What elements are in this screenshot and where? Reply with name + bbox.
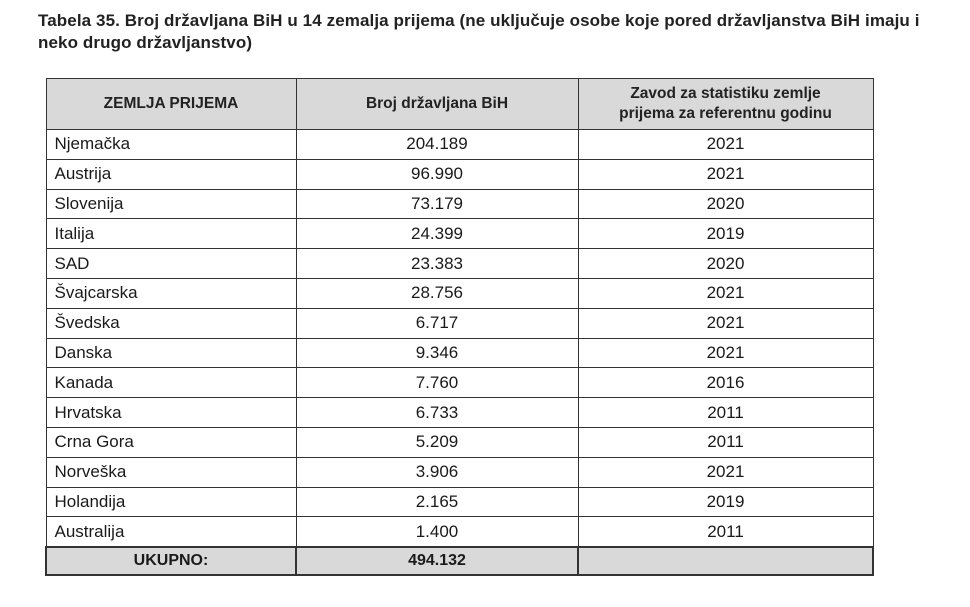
cell-country: Slovenija xyxy=(46,189,296,219)
cell-year: 2020 xyxy=(578,189,873,219)
table-row xyxy=(46,159,873,189)
total-year xyxy=(578,547,873,575)
cell-year: 2019 xyxy=(578,219,873,249)
cell-year: 2019 xyxy=(578,487,873,517)
cell-count: 3.906 xyxy=(296,457,578,487)
cell-count: 24.399 xyxy=(296,219,578,249)
cell-country: Njemačka xyxy=(46,130,296,160)
table-header xyxy=(46,79,873,130)
table-row xyxy=(46,487,873,517)
cell-year: 2021 xyxy=(578,159,873,189)
table-row xyxy=(46,130,873,160)
table-row xyxy=(46,398,873,428)
cell-country: Danska xyxy=(46,338,296,368)
table-container xyxy=(45,78,874,576)
cell-year: 2020 xyxy=(578,249,873,279)
cell-year: 2011 xyxy=(578,398,873,428)
total-row xyxy=(46,547,873,575)
header-row xyxy=(46,79,873,130)
total-label: UKUPNO: xyxy=(46,547,296,575)
cell-count: 23.383 xyxy=(296,249,578,279)
cell-year: 2021 xyxy=(578,308,873,338)
cell-country: Hrvatska xyxy=(46,398,296,428)
table-row xyxy=(46,368,873,398)
citizens-table xyxy=(45,78,874,576)
cell-count: 9.346 xyxy=(296,338,578,368)
cell-count: 7.760 xyxy=(296,368,578,398)
table-row xyxy=(46,249,873,279)
cell-country: Kanada xyxy=(46,368,296,398)
table-row xyxy=(46,338,873,368)
cell-country: Italija xyxy=(46,219,296,249)
cell-year: 2011 xyxy=(578,427,873,457)
table-row xyxy=(46,219,873,249)
cell-country: Švajcarska xyxy=(46,278,296,308)
table-row xyxy=(46,427,873,457)
cell-year: 2016 xyxy=(578,368,873,398)
cell-country: Crna Gora xyxy=(46,427,296,457)
cell-count: 6.733 xyxy=(296,398,578,428)
cell-count: 204.189 xyxy=(296,130,578,160)
table-footer xyxy=(46,547,873,575)
cell-count: 6.717 xyxy=(296,308,578,338)
header-source-line1: Zavod za statistiku zemlje xyxy=(630,85,821,102)
cell-count: 1.400 xyxy=(296,517,578,547)
cell-country: Austrija xyxy=(46,159,296,189)
cell-count: 28.756 xyxy=(296,278,578,308)
cell-count: 73.179 xyxy=(296,189,578,219)
cell-country: Australija xyxy=(46,517,296,547)
cell-year: 2011 xyxy=(578,517,873,547)
cell-country: Švedska xyxy=(46,308,296,338)
table-row xyxy=(46,517,873,547)
table-body xyxy=(46,130,873,548)
cell-country: SAD xyxy=(46,249,296,279)
cell-year: 2021 xyxy=(578,338,873,368)
table-row xyxy=(46,308,873,338)
table-row xyxy=(46,189,873,219)
table-row xyxy=(46,278,873,308)
total-value: 494.132 xyxy=(296,547,578,575)
header-source-line2: prijema za referentnu godinu xyxy=(619,105,832,122)
cell-year: 2021 xyxy=(578,278,873,308)
cell-year: 2021 xyxy=(578,130,873,160)
cell-count: 5.209 xyxy=(296,427,578,457)
cell-country: Norveška xyxy=(46,457,296,487)
cell-count: 96.990 xyxy=(296,159,578,189)
table-caption: Tabela 35. Broj državljana BiH u 14 zemalja prijema (ne uključuje osobe koje pored državljanstva BiH imaju i neko drugo državljanstvo) xyxy=(38,11,920,52)
header-source xyxy=(578,79,873,130)
cell-count: 2.165 xyxy=(296,487,578,517)
cell-country: Holandija xyxy=(46,487,296,517)
table-row xyxy=(46,457,873,487)
header-country: ZEMLJA PRIJEMA xyxy=(46,79,296,130)
header-count: Broj državljana BiH xyxy=(296,79,578,130)
cell-year: 2021 xyxy=(578,457,873,487)
